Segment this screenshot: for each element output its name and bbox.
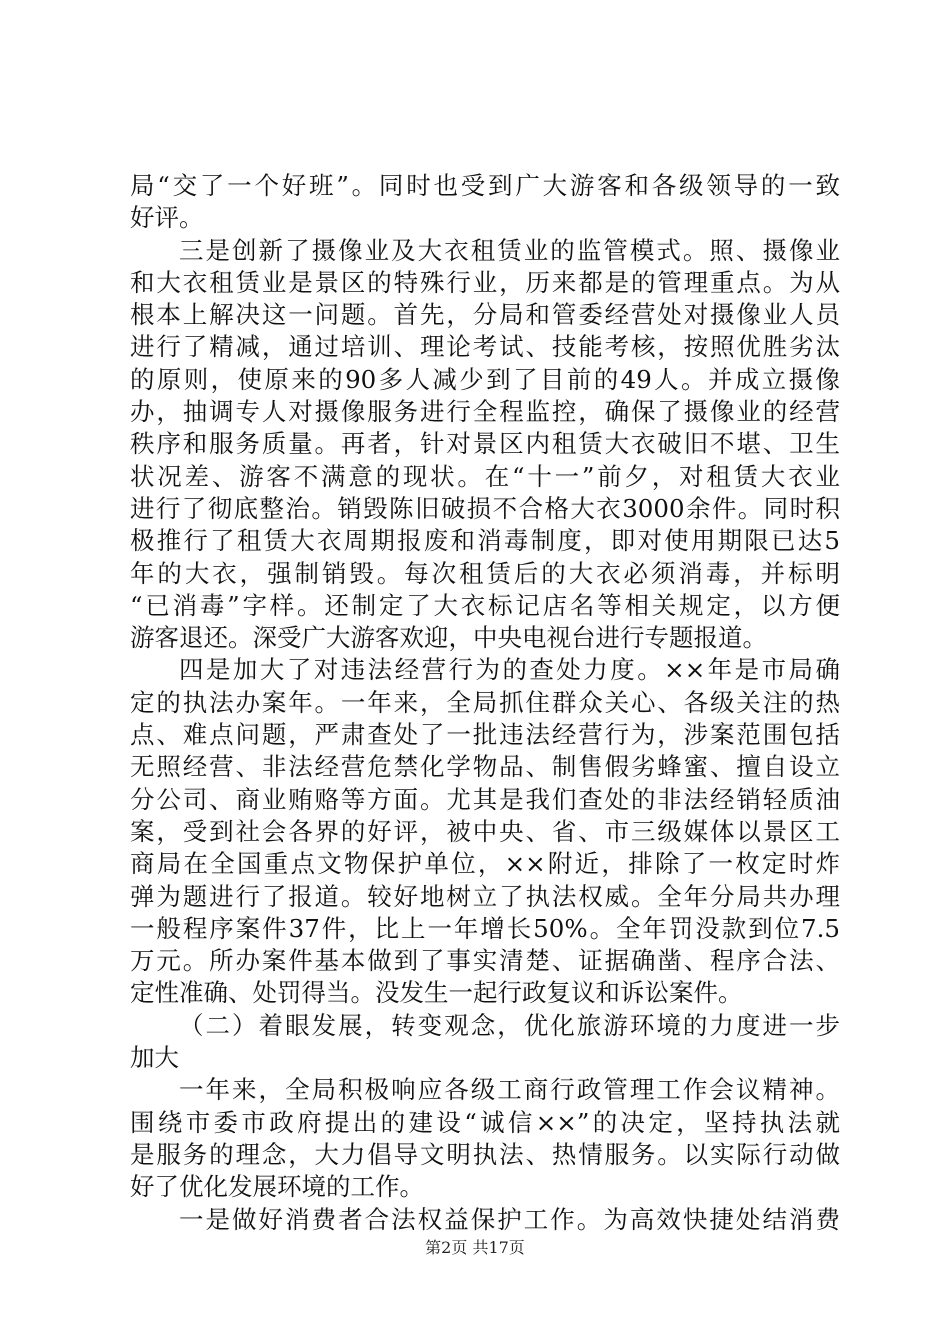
text-line: 围绕市委市政府提出的建设“诚信××”的决定，坚持执法就 bbox=[130, 1107, 840, 1137]
text-line: 一是做好消费者合法权益保护工作。为高效快捷处结消费 bbox=[179, 1204, 840, 1234]
text-line: 办，抽调专人对摄像服务进行全程监控，确保了摄像业的经营 bbox=[130, 397, 840, 427]
text-line: 局“交了一个好班”。同时也受到广大游客和各级领导的一致 bbox=[130, 171, 840, 200]
text-line: 三是创新了摄像业及大衣租赁业的监管模式。照、摄像业 bbox=[179, 235, 840, 265]
text-line: 点、难点问题，严肃查处了一批违法经营行为，涉案范围包括 bbox=[130, 720, 840, 750]
text-line: 是服务的理念，大力倡导文明执法、热情服务。以实际行动做 bbox=[130, 1139, 840, 1169]
text-line: 定性准确、处罚得当。没发生一起行政复议和诉讼案件。 bbox=[130, 978, 743, 1008]
text-line: 一般程序案件37件，比上一年增长50%。全年罚没款到位7.5 bbox=[130, 913, 840, 943]
text-line: 一年来，全局积极响应各级工商行政管理工作会议精神。 bbox=[179, 1075, 840, 1105]
text-line: 年的大衣，强制销毁。每次租赁后的大衣必须消毒，并标明 bbox=[130, 558, 840, 588]
text-line: 游客退还。深受广大游客欢迎，中央电视台进行专题报道。 bbox=[130, 623, 767, 653]
text-line: 好评。 bbox=[130, 203, 204, 233]
page-footer: 第2页 共17页 bbox=[425, 1238, 525, 1257]
text-line: 秩序和服务质量。再者，针对景区内租赁大衣破旧不堪、卫生 bbox=[130, 429, 840, 459]
text-line: 弹为题进行了报道。较好地树立了执法权威。全年分局共办理 bbox=[130, 881, 840, 911]
text-line: 状况差、游客不满意的现状。在“十一”前夕，对租赁大衣业 bbox=[130, 461, 840, 491]
text-line: 进行了精减，通过培训、理论考试、技能考核，按照优胜劣汰 bbox=[130, 332, 840, 362]
text-line: 根本上解决这一问题。首先，分局和管委经营处对摄像业人员 bbox=[130, 300, 840, 330]
text-line: （二）着眼发展，转变观念，优化旅游环境的力度进一步 bbox=[179, 1010, 840, 1040]
text-line: 无照经营、非法经营危禁化学物品、制售假劣蜂蜜、擅自设立 bbox=[130, 752, 840, 782]
document-body bbox=[130, 170, 840, 1236]
text-line: 的原则，使原来的90多人减少到了目前的49人。并成立摄像 bbox=[130, 364, 840, 394]
text-line: 加大 bbox=[130, 1043, 179, 1073]
text-line: 极推行了租赁大衣周期报废和消毒制度，即对使用期限已达5 bbox=[130, 526, 840, 556]
text-line: 好了优化发展环境的工作。 bbox=[130, 1172, 424, 1202]
text-line: 定的执法办案年。一年来，全局抓住群众关心、各级关注的热 bbox=[130, 687, 840, 717]
text-line: “已消毒”字样。还制定了大衣标记店名等相关规定，以方便 bbox=[130, 590, 840, 620]
text-line: 分公司、商业贿赂等方面。尤其是我们查处的非法经销轻质油 bbox=[130, 784, 840, 814]
text-line: 进行了彻底整治。销毁陈旧破损不合格大衣3000余件。同时积 bbox=[130, 493, 840, 523]
text-line: 万元。所办案件基本做到了事实清楚、证据确凿、程序合法、 bbox=[130, 946, 840, 976]
text-line: 案，受到社会各界的好评，被中央、省、市三级媒体以景区工 bbox=[130, 816, 840, 846]
text-line: 和大衣租赁业是景区的特殊行业，历来都是的管理重点。为从 bbox=[130, 267, 840, 297]
text-line: 四是加大了对违法经营行为的查处力度。××年是市局确 bbox=[179, 655, 840, 685]
text-line: 商局在全国重点文物保护单位，××附近，排除了一枚定时炸 bbox=[130, 849, 840, 879]
